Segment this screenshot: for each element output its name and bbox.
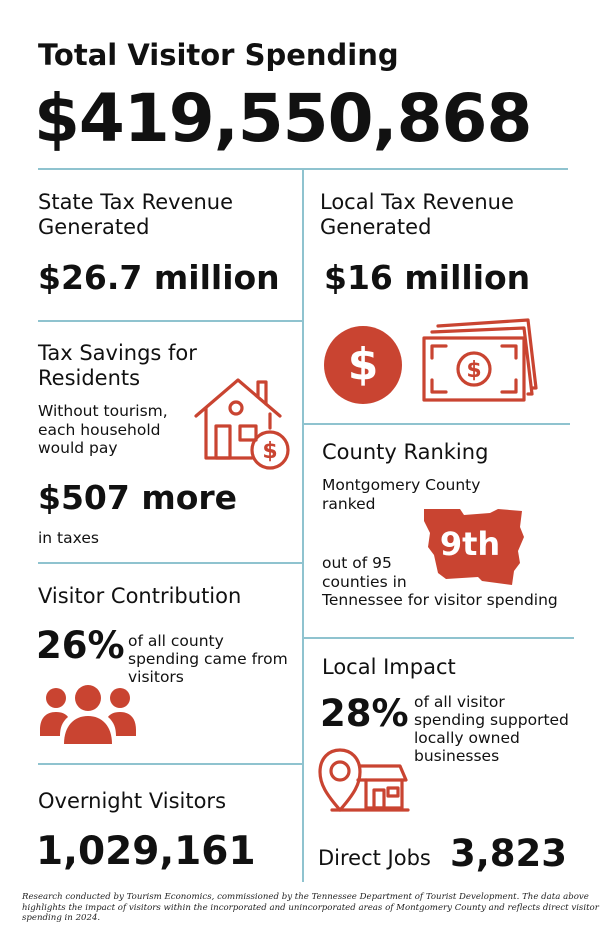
county-rank-text: 9th [439, 525, 501, 563]
visitor-contribution-percent: 26% [36, 624, 125, 667]
coin-dollar-icon: $ [324, 326, 402, 404]
county-ranking-desc: Montgomery County ranked [322, 476, 481, 513]
county-ranking-after: out of 95 counties in Tennessee for visitor spending [322, 554, 558, 609]
state-tax-value: $26.7 million [38, 258, 280, 297]
local-impact-percent: 28% [320, 692, 409, 735]
divider-right-2 [304, 637, 574, 639]
people-group-icon [38, 684, 138, 746]
footnote: Research conducted by Tourism Economics, commissioned by the Tennessee Department of Tourist Development. The data above highlights the impact of visitors within the incorporated and unincorporated areas of Montgomery County and reflects direct visitor spending in 2024. [22, 892, 599, 923]
state-tax-title: State Tax Revenue Generated [38, 190, 234, 239]
local-tax-value: $16 million [324, 258, 531, 297]
direct-jobs-value: 3,823 [450, 832, 568, 875]
banknote-icon [420, 318, 544, 408]
divider-left-3 [38, 763, 302, 765]
tax-savings-value: $507 more [38, 478, 238, 517]
overnight-visitors-value: 1,029,161 [36, 829, 256, 874]
divider-vertical [302, 170, 304, 882]
divider-right-1 [304, 423, 570, 425]
overnight-visitors-title: Overnight Visitors [38, 789, 227, 813]
visitor-contribution-desc: of all county spending came from visitors [128, 632, 288, 686]
tax-savings-title: Tax Savings for Residents [38, 341, 197, 390]
svg-text:$: $ [466, 358, 482, 383]
visitor-contribution-title: Visitor Contribution [38, 584, 242, 608]
county-ranking-title: County Ranking [322, 440, 489, 464]
page-title: Total Visitor Spending [38, 38, 399, 72]
direct-jobs-label: Direct Jobs [318, 846, 431, 870]
total-spending-value: $419,550,868 [34, 80, 532, 157]
house-dollar-icon [192, 374, 296, 472]
local-impact-title: Local Impact [322, 655, 456, 679]
tax-savings-desc: Without tourism, each household would pay [38, 402, 168, 457]
local-tax-title: Local Tax Revenue Generated [320, 190, 514, 239]
divider-left-2 [38, 562, 302, 564]
divider-left-1 [38, 320, 302, 322]
svg-text:$: $ [262, 439, 278, 464]
location-shop-icon [318, 746, 410, 814]
tax-savings-suffix: in taxes [38, 529, 99, 547]
local-impact-desc: of all visitor spending supported locally owned businesses [414, 693, 569, 765]
